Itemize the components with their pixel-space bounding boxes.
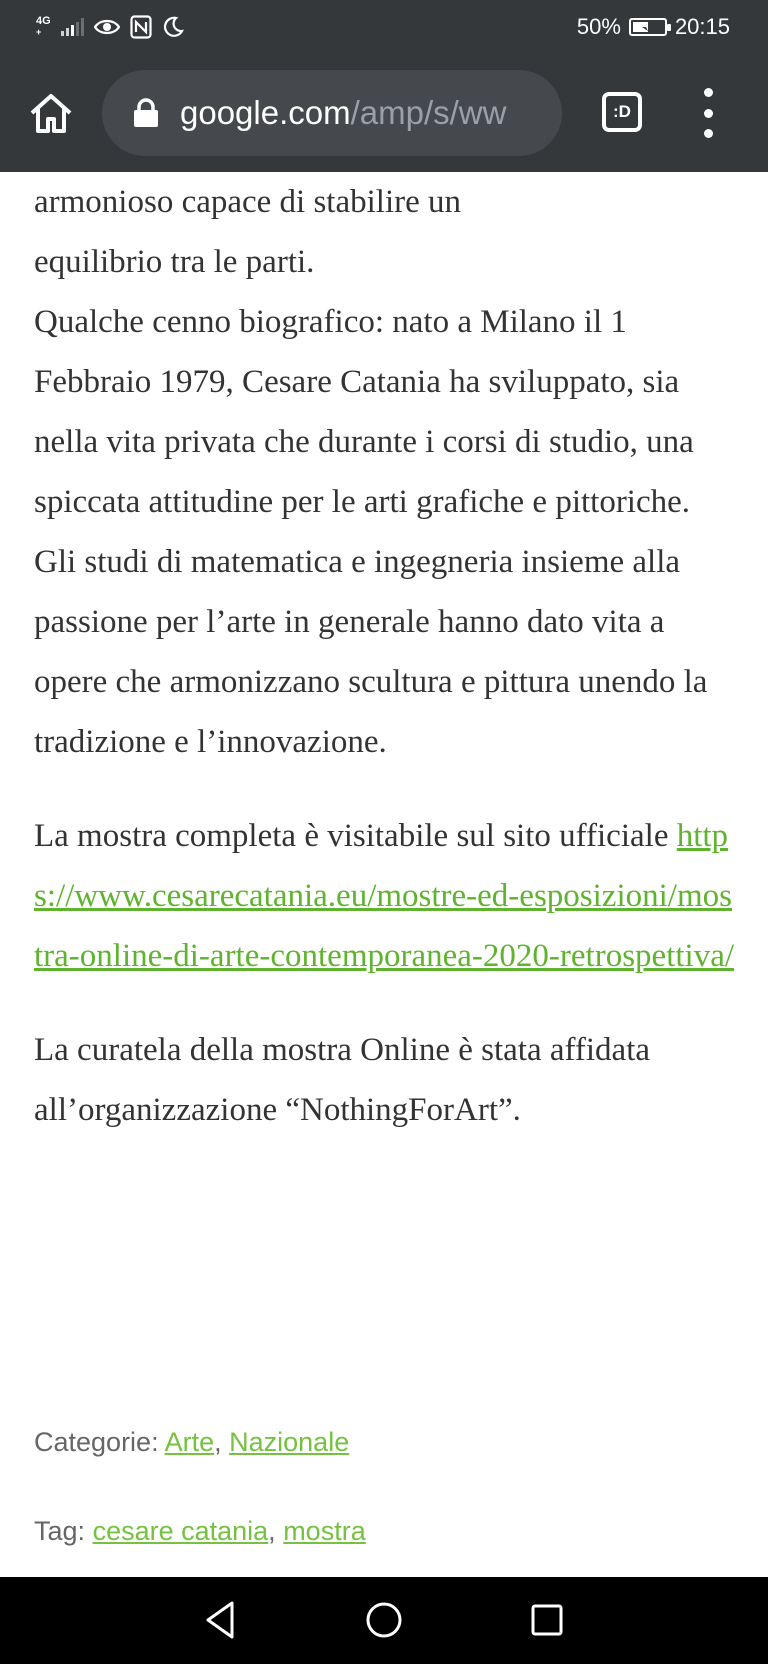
exhibit-text: La mostra completa è visitabile sul sito ufficiale [34,818,669,854]
browser-toolbar [0,54,768,172]
exhibit-link[interactable]: https://www.cesarecatania.eu/mostre-ed-esposizioni/mostra-online-di-arte-contemporanea-2020-retrospettiva/ [34,818,735,974]
url-text[interactable] [180,94,530,132]
home-button[interactable] [22,84,80,142]
category-link-nazionale[interactable]: Nazionale [229,1427,350,1457]
network-sub-label: + [36,27,42,37]
tag-link-cesare-catania[interactable]: cesare catania [92,1516,269,1546]
url-domain: google.com [180,94,351,131]
paragraph-curator: La curatela della mostra Online è stata affidata all’organizzazione “NothingForArt”. [34,1032,651,1128]
moon-icon [162,16,184,38]
tags-label: Tag: [34,1516,86,1546]
lock-icon [132,98,160,128]
paragraph-exhibit [34,806,736,986]
battery-percent: 50% [576,14,621,39]
tab-switcher-label: :D [613,102,631,121]
more-vert-icon[interactable] [696,88,720,138]
paragraph-biography: Qualche cenno biografico: nato a Milano il 1 Febbraio 1979, Cesare Catania ha sviluppato, sia nella vita privata che durante i corsi di studio, una spiccata attitudine per le arti grafiche e pittoriche. Gli studi di matematica e ingegneria insieme alla passione per l’arte in generale hanno dato vita a opere che armonizzano scultura e pittura unendo la tradizione e l’innovazione. [34,304,708,760]
article-line-1: armonioso capace di stabilire un [34,184,462,220]
tab-switcher-button[interactable] [602,92,642,132]
status-indicators [36,15,184,39]
home-circle-icon[interactable] [361,1597,407,1643]
url-path: /amp/s/ww [350,94,507,131]
status-right [577,14,730,40]
network-type [36,16,51,38]
network-label: 4G [36,15,51,27]
charging-icon [641,22,655,32]
home-icon [29,92,73,134]
signal-icon [61,18,84,36]
article-body [34,172,736,1140]
address-bar[interactable] [102,70,562,156]
paragraph-continued [34,172,736,292]
eye-icon [94,18,120,36]
clock: 20:15 [674,14,730,39]
battery-icon [629,18,667,36]
categories-label: Categorie: [34,1427,159,1457]
category-link-arte[interactable]: Arte [164,1427,215,1457]
tag-link-mostra[interactable]: mostra [283,1516,366,1546]
recents-square-icon[interactable] [524,1597,570,1643]
nfc-icon [130,15,152,39]
back-triangle-icon[interactable] [198,1597,244,1643]
status-bar [0,0,768,54]
tags-row: Tag: cesare catania, mostra [34,1516,366,1546]
article-line-2: equilibrio tra le parti. [34,244,315,280]
navigation-bar [0,1577,768,1664]
categories-row: Categorie: Arte, Nazionale [34,1427,350,1457]
